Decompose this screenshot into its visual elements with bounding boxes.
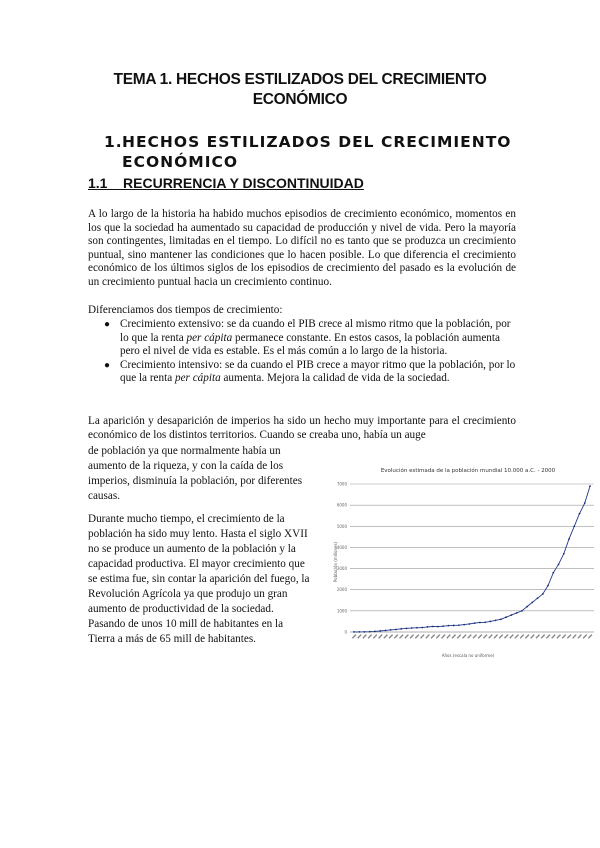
chart-data-point bbox=[400, 628, 402, 630]
growth-types-list bbox=[104, 318, 516, 386]
chart-title: Evolución estimada de la población mundial 10.000 a.C. - 2000 bbox=[380, 468, 556, 474]
chart-data-point bbox=[406, 628, 408, 630]
chart-data-point bbox=[437, 626, 439, 628]
chart-data-point bbox=[537, 597, 539, 599]
document-title-line2: ECONÓMICO bbox=[252, 91, 348, 108]
chart-data-point bbox=[526, 606, 528, 608]
chart-data-point bbox=[531, 602, 533, 604]
chart-data-point bbox=[484, 621, 486, 623]
chart-data-point bbox=[579, 513, 581, 515]
list-item-intensive bbox=[104, 359, 516, 386]
chart-data-point bbox=[463, 624, 465, 626]
chart-data-point bbox=[427, 626, 429, 628]
section-title-line2: ECONÓMICO bbox=[122, 153, 239, 171]
chart-data-point bbox=[358, 631, 360, 633]
chart-y-tick-label: 3000 bbox=[336, 566, 347, 572]
chart-y-tick-label: 7000 bbox=[336, 481, 347, 487]
chart-x-axis-label: Años (escala no uniforme) bbox=[441, 653, 495, 658]
chart-data-point bbox=[458, 624, 460, 626]
chart-data-point bbox=[589, 485, 591, 487]
chart-y-tick-label: 1000 bbox=[336, 608, 347, 614]
bullet1-text-a: Crecimiento extensivo: se da cuando el PIB crece al mismo ritmo que la población, por lo que la renta bbox=[120, 318, 511, 344]
paragraph-intro: A lo largo de la historia ha habido muchos episodios de crecimiento económico, momentos en los que la sociedad ha aumentado su capacidad de producción y nivel de vida. Pero la mayoría son contingentes, limitadas en el tiempo. Lo difícil no es tanto que se produzca un crecimiento puntual, sino mantener las condiciones que lo hacen posible. Lo que diferencia el crecimiento económico de los últimos siglos de los episodios de crecimiento del pasado es la evolución de un crecimiento puntual hacia un crecimiento continuo. bbox=[88, 208, 516, 288]
list-item-extensive bbox=[104, 318, 516, 359]
chart-data-point bbox=[558, 563, 560, 565]
chart-data-point bbox=[374, 631, 376, 633]
chart-data-point bbox=[489, 621, 491, 623]
chart-data-point bbox=[552, 572, 554, 574]
chart-data-point bbox=[573, 525, 575, 527]
chart-data-point bbox=[390, 629, 392, 631]
section-title-line1: HECHOS ESTILIZADOS DEL CRECIMIENTO bbox=[122, 133, 512, 151]
bullet-icon: ● bbox=[104, 359, 111, 371]
chart-data-point bbox=[505, 616, 507, 618]
chart-data-point bbox=[416, 627, 418, 629]
section-number: 1. bbox=[104, 133, 123, 151]
section-heading bbox=[104, 132, 544, 172]
chart-data-point bbox=[584, 502, 586, 504]
chart-data-point bbox=[411, 627, 413, 629]
chart-data-point bbox=[453, 625, 455, 627]
bullet2-text-a: Crecimiento intensivo: se da cuando el PIB crece a mayor ritmo que la población, por lo que la renta bbox=[120, 358, 516, 384]
chart-y-tick-label: 4000 bbox=[336, 544, 347, 550]
chart-y-tick-label: 0 bbox=[344, 629, 347, 635]
chart-data-point bbox=[353, 631, 355, 633]
chart-data-point bbox=[474, 622, 476, 624]
chart-data-point bbox=[442, 625, 444, 627]
chart-data-point bbox=[568, 538, 570, 540]
chart-data-point bbox=[468, 623, 470, 625]
bullet1-emphasis: per cápita bbox=[186, 331, 233, 344]
chart-data-point bbox=[369, 631, 371, 633]
chart-y-axis-label: Población (millones) bbox=[333, 541, 338, 583]
bullet2-emphasis: per cápita bbox=[174, 372, 221, 384]
bullet2-text-b: aumenta. Mejora la calidad de vida de la sociedad. bbox=[220, 372, 450, 384]
bullet1-text-b: permanece constante. En estos casos, la población aumenta pero el nivel de vida es estable. Es el más común a lo largo de la historia. bbox=[120, 331, 500, 357]
chart-data-point bbox=[432, 626, 434, 628]
chart-y-tick-label: 2000 bbox=[336, 587, 347, 593]
chart-data-point bbox=[516, 612, 518, 614]
paragraph-empires-continued: de población ya que normalmente había un aumento de la riqueza, y con la caída de los imperios, disminuía la población, por diferentes causas. bbox=[88, 445, 303, 502]
paragraph-growth-types: Diferenciamos dos tiempos de crecimiento: bbox=[88, 304, 283, 316]
subsection-heading: 1.1 RECURRENCIA Y DISCONTINUIDAD bbox=[88, 175, 364, 191]
chart-data-point bbox=[510, 614, 512, 616]
bullet-icon: ● bbox=[104, 319, 111, 330]
chart-y-tick-label: 6000 bbox=[336, 502, 347, 508]
chart-data-point bbox=[547, 585, 549, 587]
chart-y-tick-label: 5000 bbox=[336, 523, 347, 529]
chart-data-point bbox=[379, 630, 381, 632]
chart-data-point bbox=[448, 625, 450, 627]
paragraph-slow-growth: Durante mucho tiempo, el crecimiento de la población ha sido muy lento. Hasta el siglo XVII no se produce un aumento de la población y la capacidad productiva. El mayor crecimiento que se estima fue, sin contar la aparición del fuego, la Revolución Agrícola ya que produjo un gran aumento de productividad de la sociedad. Pasando de unos 10 mill de habitantes en la Tierra a más de 65 mill de habitantes. bbox=[88, 513, 310, 645]
chart-data-point bbox=[479, 622, 481, 624]
chart-data-point bbox=[495, 619, 497, 621]
paragraph-empires: La aparición y desaparición de imperios ha sido un hecho muy importante para el crecimiento económico de los distintos territorios. Cuando se creaba uno, había un auge bbox=[88, 415, 516, 441]
population-chart bbox=[328, 452, 600, 668]
chart-data-point bbox=[364, 631, 366, 633]
chart-data-point bbox=[385, 630, 387, 632]
document-title-line1: TEMA 1. HECHOS ESTILIZADOS DEL CRECIMIENTO bbox=[113, 71, 487, 88]
chart-data-point bbox=[542, 593, 544, 595]
chart-data-point bbox=[563, 553, 565, 555]
chart-data-point bbox=[500, 618, 502, 620]
chart-data-point bbox=[421, 627, 423, 629]
chart-data-point bbox=[521, 610, 523, 612]
document-title bbox=[0, 70, 600, 110]
chart-data-point bbox=[395, 629, 397, 631]
